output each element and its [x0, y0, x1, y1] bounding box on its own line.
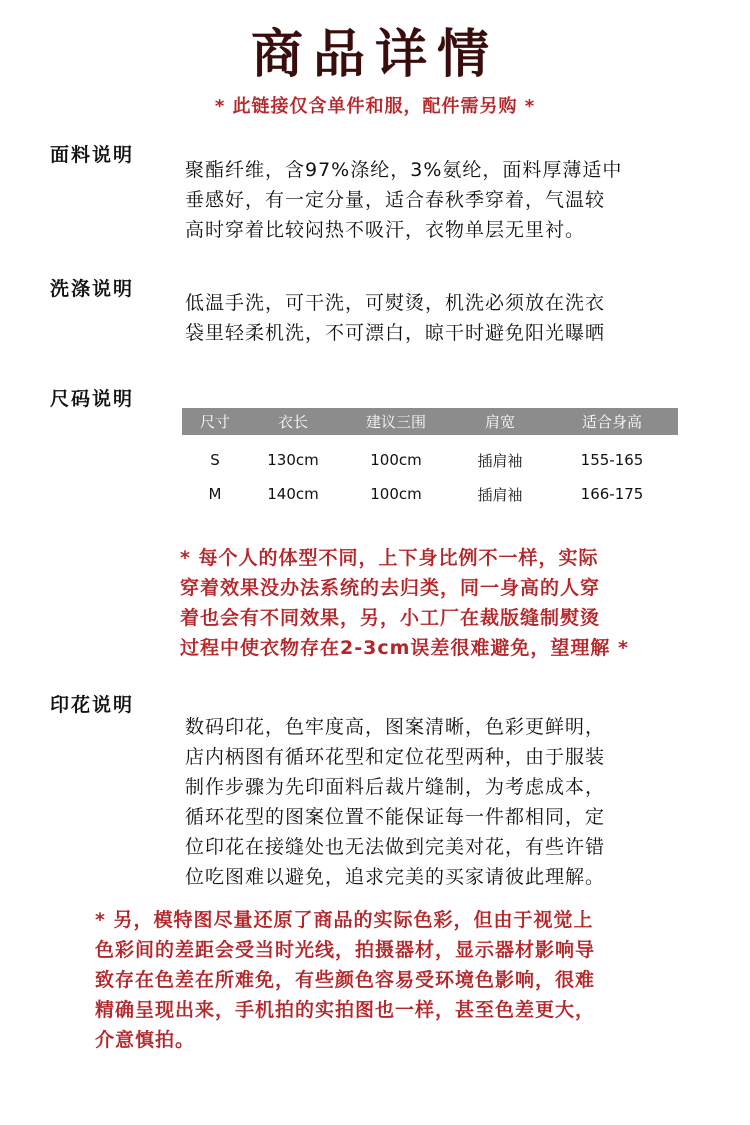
size-note-line: * 每个人的体型不同，上下身比例不一样，实际 — [180, 547, 599, 569]
print-section-label: 印花说明 — [50, 694, 135, 716]
table-cell: S — [210, 451, 220, 469]
table-row — [182, 443, 678, 477]
table-cell: 100cm — [370, 451, 422, 469]
size-header-cell: 建议三围 — [365, 413, 426, 431]
fabric-line: 聚酯纤维，含97%涤纶，3%氨纶，面料厚薄适中 — [185, 159, 623, 181]
table-cell: 140cm — [267, 485, 319, 503]
size-note-line: 穿着效果没办法系统的去归类，同一身高的人穿 — [180, 577, 601, 599]
print-line: 制作步骤为先印面料后裁片缝制，为考虑成本， — [185, 776, 606, 798]
print-line: 循环花型的图案位置不能保证每一件都相同，定 — [185, 806, 606, 828]
wash-description — [185, 288, 685, 348]
footer-note-line: 色彩间的差距会受当时光线，拍摄器材，显示器材影响导 — [95, 939, 596, 961]
size-header-cell: 衣长 — [277, 413, 308, 431]
table-cell: 插肩袖 — [477, 451, 523, 470]
footer-note-line: 精确呈现出来，手机拍的实拍图也一样，甚至色差更大， — [95, 999, 596, 1021]
page-title: 商品详情 — [250, 24, 499, 85]
table-cell: 155-165 — [580, 451, 644, 469]
footer-note-line: 致存在色差在所难免，有些颜色容易受环境色影响，很难 — [95, 969, 596, 991]
fabric-section-label: 面料说明 — [50, 144, 135, 166]
print-line: 位印花在接缝处也无法做到完美对花，有些许错 — [185, 836, 606, 858]
size-note — [180, 543, 629, 663]
page-subtitle: * 此链接仅含单件和服，配件需另购 * — [214, 96, 536, 117]
fabric-description — [185, 155, 685, 245]
table-cell: 插肩袖 — [477, 485, 523, 504]
size-note-line: 着也会有不同效果，另，小工厂在裁版缝制熨烫 — [180, 607, 601, 629]
table-cell: 130cm — [267, 451, 319, 469]
print-line: 位吃图难以避免，追求完美的买家请彼此理解。 — [185, 866, 606, 888]
size-header-cell: 肩宽 — [484, 413, 515, 431]
size-header-cell: 尺寸 — [199, 413, 230, 431]
size-header-cell: 适合身高 — [581, 413, 642, 431]
fabric-line: 垂感好，有一定分量，适合春秋季穿着，气温较 — [185, 189, 606, 211]
print-description — [185, 712, 685, 892]
color-difference-note — [95, 905, 595, 1055]
wash-line: 低温手洗，可干洗，可熨烫，机洗必须放在洗衣 — [185, 292, 606, 314]
size-note-line: 过程中使衣物存在2-3cm误差很难避免，望理解 * — [180, 637, 629, 659]
table-cell: M — [208, 485, 222, 503]
size-table — [182, 408, 678, 511]
print-line: 数码印花，色牢度高，图案清晰，色彩更鲜明， — [185, 716, 606, 738]
table-cell: 100cm — [370, 485, 422, 503]
fabric-line: 高时穿着比较闷热不吸汗，衣物单层无里衬。 — [185, 219, 586, 241]
size-table-header — [182, 408, 678, 435]
table-cell: 166-175 — [580, 485, 644, 503]
footer-note-line: * 另，模特图尽量还原了商品的实际色彩，但由于视觉上 — [95, 909, 594, 931]
wash-line: 袋里轻柔机洗，不可漂白，晾干时避免阳光曝晒 — [185, 322, 606, 344]
footer-note-line: 介意慎拍。 — [95, 1029, 196, 1051]
wash-section-label: 洗涤说明 — [50, 278, 135, 300]
table-row — [182, 477, 678, 511]
size-section-label: 尺码说明 — [50, 388, 135, 410]
print-line: 店内柄图有循环花型和定位花型两种，由于服装 — [185, 746, 606, 768]
